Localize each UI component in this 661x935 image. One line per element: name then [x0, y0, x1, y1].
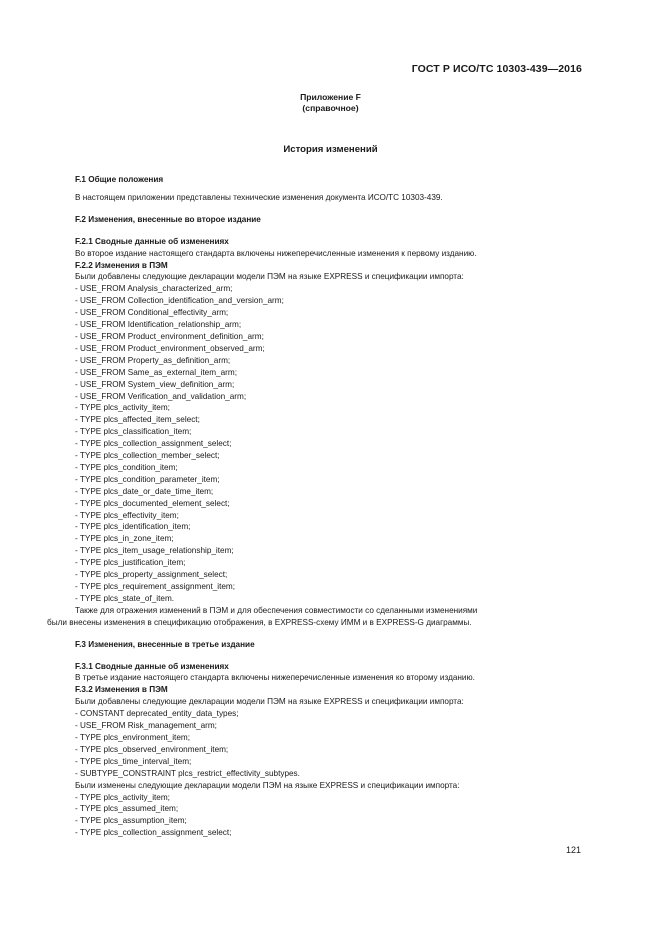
f22-closing-line-2: были внесены изменения в спецификацию отображения, в EXPRESS-схему ИММ и в EXPRESS-G диаграммы. — [47, 617, 472, 627]
list-item: - USE_FROM Conditional_effectivity_arm; — [75, 308, 229, 318]
section-heading-f3: F.3 Изменения, внесенные в третье издание — [75, 639, 255, 649]
list-item: - TYPE plcs_justification_item; — [75, 558, 186, 568]
subsection-heading-f31: F.3.1 Сводные данные об изменениях — [75, 661, 229, 671]
list-item: - TYPE plcs_condition_item; — [75, 462, 178, 472]
f22-item-list — [75, 283, 580, 604]
annex-note: (справочное) — [302, 103, 359, 113]
f32-intro-changed: Были изменены следующие декларации модели ПЭМ на языке EXPRESS и спецификации импорта: — [75, 780, 460, 790]
list-item: - USE_FROM Analysis_characterized_arm; — [75, 284, 233, 294]
list-item: - TYPE plcs_time_interval_item; — [75, 756, 192, 766]
f22-closing-line-1: Также для отражения изменений в ПЭМ и для обеспечения совместимости со сделанными изменениями — [75, 605, 478, 615]
subsection-text-f21: Во второе издание настоящего стандарта включены нижеперечисленные изменения к первому изданию. — [75, 248, 477, 258]
annex-title: Приложение F — [300, 92, 361, 102]
f32-added-item-list — [75, 708, 580, 779]
list-item: - TYPE plcs_documented_element_select; — [75, 498, 230, 508]
list-item: - TYPE plcs_collection_assignment_select; — [75, 828, 232, 838]
list-item: - TYPE plcs_affected_item_select; — [75, 415, 200, 425]
list-item: - TYPE plcs_collection_member_select; — [75, 451, 220, 461]
list-item: - USE_FROM Product_environment_definition_arm; — [75, 331, 264, 341]
list-item: - TYPE plcs_item_usage_relationship_item; — [75, 546, 234, 556]
page-number: 121 — [565, 845, 581, 855]
subsection-heading-f32: F.3.2 Изменения в ПЭМ — [75, 685, 168, 695]
list-item: - TYPE plcs_condition_parameter_item; — [75, 474, 220, 484]
list-item: - TYPE plcs_environment_item; — [75, 732, 190, 742]
subsection-intro-f22: Были добавлены следующие декларации модели ПЭМ на языке EXPRESS и спецификации импорта: — [75, 272, 464, 282]
list-item: - USE_FROM Risk_management_arm; — [75, 721, 217, 731]
list-item: - USE_FROM Product_environment_observed_arm; — [75, 343, 265, 353]
list-item: - TYPE plcs_state_of_item. — [75, 593, 175, 603]
list-item: - TYPE plcs_date_or_date_time_item; — [75, 486, 214, 496]
list-item: - USE_FROM Collection_identification_and_version_arm; — [75, 296, 284, 306]
list-item: - TYPE plcs_identification_item; — [75, 522, 191, 532]
subsection-text-f31: В третье издание настоящего стандарта включены нижеперечисленные изменения ко второму изданию. — [75, 673, 475, 683]
annex-heading — [0, 92, 661, 114]
f32-changed-item-list — [75, 792, 580, 840]
list-item: - TYPE plcs_in_zone_item; — [75, 534, 174, 544]
list-item: - TYPE plcs_activity_item; — [75, 792, 170, 802]
list-item: - USE_FROM Identification_relationship_arm; — [75, 320, 242, 330]
list-item: - CONSTANT deprecated_entity_data_types; — [75, 709, 239, 719]
section-heading-f2: F.2 Изменения, внесенные во второе издание — [75, 214, 261, 224]
document-title: История изменений — [283, 144, 378, 155]
list-item: - USE_FROM Same_as_external_item_arm; — [75, 367, 237, 377]
list-item: - TYPE plcs_property_assignment_select; — [75, 570, 228, 580]
standard-designation: ГОСТ Р ИСО/ТС 10303-439—2016 — [411, 63, 582, 75]
list-item: - TYPE plcs_assumption_item; — [75, 816, 187, 826]
subsection-heading-f21: F.2.1 Сводные данные об изменениях — [75, 236, 229, 246]
document-body — [47, 174, 580, 839]
list-item: - USE_FROM Verification_and_validation_arm; — [75, 391, 247, 401]
list-item: - SUBTYPE_CONSTRAINT plcs_restrict_effectivity_subtypes. — [75, 768, 300, 778]
list-item: - USE_FROM Property_as_definition_arm; — [75, 355, 231, 365]
list-item: - TYPE plcs_requirement_assignment_item; — [75, 582, 236, 591]
list-item: - TYPE plcs_effectivity_item; — [75, 510, 179, 520]
list-item: - TYPE plcs_collection_assignment_select; — [75, 439, 232, 449]
section-text-f1: В настоящем приложении представлены технические изменения документа ИСО/ТС 10303-439. — [75, 192, 443, 202]
section-heading-f1: F.1 Общие положения — [75, 175, 164, 184]
subsection-heading-f22: F.2.2 Изменения в ПЭМ — [75, 260, 168, 270]
list-item: - TYPE plcs_activity_item; — [75, 403, 170, 413]
f32-intro-added: Были добавлены следующие декларации модели ПЭМ на языке EXPRESS и спецификации импорта: — [75, 697, 464, 707]
list-item: - USE_FROM System_view_definition_arm; — [75, 379, 235, 389]
list-item: - TYPE plcs_assumed_item; — [75, 804, 179, 814]
list-item: - TYPE plcs_classification_item; — [75, 427, 192, 437]
list-item: - TYPE plcs_observed_environment_item; — [75, 744, 229, 754]
